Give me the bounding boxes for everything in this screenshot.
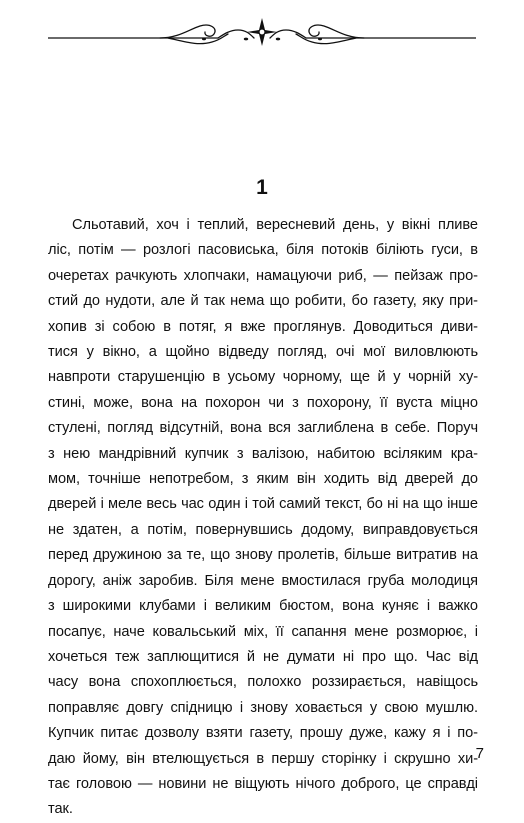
text-line: даю йому, він втелющується в першу сторінку і скрушно хи- — [48, 750, 478, 767]
text-line: часу вона спохоплюється, полохко роззирається, навіщось — [48, 674, 478, 691]
text-line: хопив зі собою в потяг, я вже проглянув. Доводиться диви- — [48, 318, 478, 335]
text-line: дорогу, аніж заробив. Біля мене вмостилася груба молодиця — [48, 572, 478, 589]
text-line: Купчик питає дозволу взяти газету, прошу дуже, кажу я і по- — [48, 725, 478, 742]
text-line: так. — [48, 801, 73, 818]
text-line: посапує, наче ковальський міх, її сапання мене розморює, і — [48, 623, 478, 640]
text-line: Сльотавий, хоч і теплий, вересневий день, у вікні пливе — [72, 217, 478, 233]
text-line: стині, може, вона на похорон чи з похорону, її вуста міцно — [48, 394, 478, 411]
ornamental-divider-icon — [48, 12, 476, 52]
text-line: стулені, погляд відсутній, вона вся заглиблена в себе. Поруч — [48, 420, 478, 437]
text-line: тає головою — новини не віщують нічого доброго, це справді — [48, 775, 478, 792]
text-line: хочеться теж заплющитися й не думати ні про що. Час від — [48, 648, 478, 665]
text-line: з широкими клубами і великим бюстом, вона куняє і важко — [48, 598, 478, 615]
text-line: тися у вікно, а щойно відведу погляд, очі мої виловлюють — [48, 344, 478, 361]
text-line: ліс, потім — розлогі пасовиська, біля потоків біліють гуси, в — [48, 242, 478, 259]
text-line: мом, точніше непотребом, з яким він ходить від дверей до — [48, 471, 478, 488]
text-line: очеретах рачкують хлопчаки, намацуючи риб, — пейзаж про- — [48, 267, 478, 284]
page-number: 7 — [475, 745, 484, 762]
text-line: поправляє довгу спідницю і знову ховається у свою мушлю. — [48, 699, 478, 716]
text-line: не здатен, а потім, повернувшись додому, виправдовується — [48, 521, 478, 538]
chapter-number: 1 — [256, 176, 268, 199]
body-paragraph — [48, 213, 478, 823]
text-line: перед дружиною за те, що знову пролетів, більше витратив на — [48, 547, 478, 564]
text-line: дверей і меле весь час один і той самий текст, бо ні на що інше — [48, 496, 478, 513]
text-line: з нею мандрівний купчик з валізою, набитою всіляким кра- — [48, 445, 478, 462]
text-line: стий до нудоти, але й так нема що робити, бо газету, яку при- — [48, 293, 478, 310]
text-line: навпроти старушенцію в усьому чорному, ще й у чорній ху- — [48, 369, 478, 386]
